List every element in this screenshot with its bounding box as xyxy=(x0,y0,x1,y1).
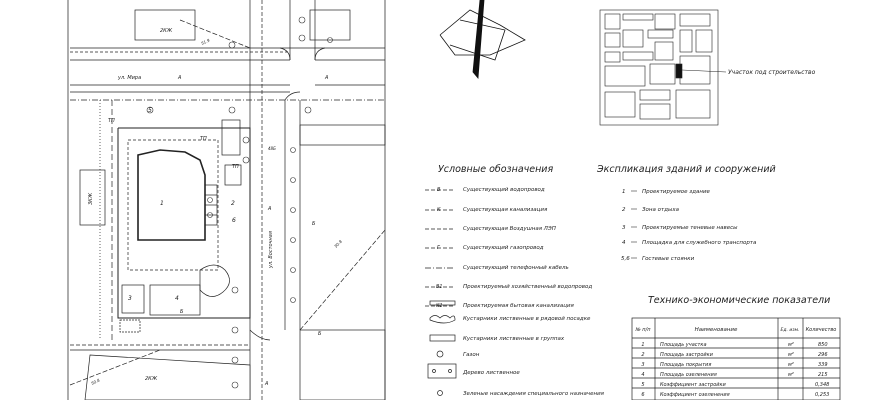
legend-label-8: Кустарники лиственные в рядовой посадке xyxy=(463,316,591,322)
legend-label-12: Зеленые насаждения специального назначения xyxy=(463,391,604,397)
table-cell: м² xyxy=(788,362,794,368)
indicators-title: Технико-экономические показатели xyxy=(648,295,831,306)
explication-n-2: 2 xyxy=(622,207,626,213)
site-plan xyxy=(70,0,385,400)
zone-6: 6 xyxy=(232,217,236,224)
label-a-4: А xyxy=(268,206,272,212)
zone-2: 2 xyxy=(231,200,235,207)
table-cell: 2 xyxy=(641,352,645,358)
building-label-left: 3КЖ xyxy=(88,192,94,205)
mark-2: 50.8 xyxy=(333,238,344,249)
table-cell: Площадь озеленения xyxy=(660,372,717,378)
legend-code-6: В1 xyxy=(436,284,443,290)
table-cell: Площадь участка xyxy=(660,342,707,348)
explication-n-1: 1 xyxy=(622,189,626,195)
explication-label-4: Площадка для служебного транспорта xyxy=(642,240,757,246)
explication-n-3: 3 xyxy=(622,225,626,231)
table-cell: 296 xyxy=(818,352,828,358)
legend-title: Условные обозначения xyxy=(438,164,554,175)
table-cell: 0,348 xyxy=(815,382,830,388)
location-label: Участок под строительство xyxy=(728,69,816,76)
legend-symbols xyxy=(425,190,456,396)
mark-4: 48Б xyxy=(268,146,276,151)
table-cell: м² xyxy=(788,342,794,348)
col-header-name: Наименование xyxy=(694,327,738,333)
indicators-table-header xyxy=(634,327,836,333)
north-arrow xyxy=(440,0,525,78)
col-header-n: № п/п xyxy=(635,327,651,333)
table-cell: 215 xyxy=(818,372,828,378)
table-cell: м² xyxy=(788,352,794,358)
table-cell: 6 xyxy=(641,392,645,398)
table-cell: Площадь застройки xyxy=(660,352,713,358)
explication-label-2: Зона отдыха xyxy=(642,207,679,213)
table-cell: 3 xyxy=(641,362,645,368)
label-a-3: А xyxy=(265,381,269,387)
zone-3: 3 xyxy=(128,295,132,302)
table-cell: 339 xyxy=(818,362,828,368)
legend-label-7: Проектируемая бытовая канализация xyxy=(463,303,574,309)
label-a-1: А xyxy=(178,75,182,81)
table-cell: Коэффициент застройки xyxy=(660,382,726,388)
mark-1: 51.9 xyxy=(200,37,211,46)
legend-label-9: Кустарники лиственные в группах xyxy=(463,336,565,342)
building-label-bottom: 2КЖ xyxy=(145,376,158,382)
plan-labels xyxy=(88,28,343,387)
location-map xyxy=(600,10,726,125)
col-header-value: Количество xyxy=(805,327,837,333)
explication-label-1: Проектируемое здание xyxy=(642,189,710,195)
label-a-2: А xyxy=(325,75,329,81)
legend-label-6: Проектируемый хозяйственный водопровод xyxy=(463,284,593,290)
legend-code-1: В xyxy=(437,187,441,193)
legend-label-5: Существующий телефонный кабель xyxy=(463,265,569,271)
label-b-2: Б xyxy=(318,331,322,337)
building-label-top: 2КЖ xyxy=(160,28,173,34)
tp-label-2: ТП xyxy=(200,136,207,142)
table-cell: 4 xyxy=(641,372,645,378)
col-header-unit: Ед. изм. xyxy=(780,328,800,333)
legend-label-3: Существующая Воздушная ЛЭП xyxy=(463,226,556,232)
table-cell: м² xyxy=(788,372,794,378)
tp-label-3: ТП xyxy=(232,164,239,170)
legend-codes xyxy=(436,187,443,309)
explication-label-3: Проектируемые теневые навесы xyxy=(642,225,738,231)
street-vostochnaya: ул. Восточная xyxy=(268,231,274,268)
explication-list xyxy=(621,189,757,262)
legend-code-7: К1 xyxy=(436,303,443,309)
legend-label-2: Существующая канализация xyxy=(463,207,548,213)
street-mira: ул. Мира xyxy=(118,75,142,81)
label-b-1: Б xyxy=(180,309,184,315)
explication-title: Экспликация зданий и сооружений xyxy=(597,164,776,175)
mark-3: 50.8 xyxy=(90,377,101,386)
explication-n-5: 5,6 xyxy=(621,256,630,262)
legend-code-4: Г xyxy=(437,245,440,251)
table-cell: 5 xyxy=(641,382,645,388)
table-cell: Коэффициент озеленения xyxy=(660,392,730,398)
legend-label-10: Газон xyxy=(463,352,480,358)
explication-dashes xyxy=(631,191,637,258)
label-b-3: Б xyxy=(312,221,316,227)
explication-label-5: Гостевые стоянки xyxy=(642,256,695,262)
zone-5: 5 xyxy=(148,107,152,114)
table-cell: 1 xyxy=(641,342,645,348)
legend-code-2: К xyxy=(437,207,441,213)
table-cell: 0,253 xyxy=(815,392,830,398)
tp-label-1: ТП xyxy=(108,118,115,124)
legend-label-4: Существующий газопровод xyxy=(463,245,544,251)
table-cell: 850 xyxy=(818,342,828,348)
table-cell: Площадь покрытия xyxy=(660,362,712,368)
zone-1: 1 xyxy=(160,200,164,207)
legend-label-11: Дерево лиственное xyxy=(463,370,520,376)
legend-labels xyxy=(462,187,605,397)
explication-n-4: 4 xyxy=(622,240,626,246)
zone-4: 4 xyxy=(175,295,179,302)
indicators-table-body xyxy=(641,342,829,398)
legend-label-1: Существующий водопровод xyxy=(463,187,545,193)
